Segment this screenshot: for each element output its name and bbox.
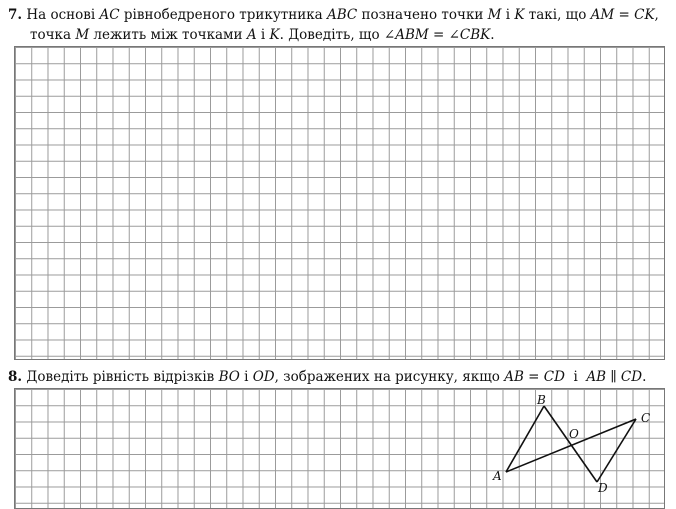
var-m: M bbox=[75, 27, 90, 43]
text-fragment: точка bbox=[30, 27, 76, 43]
var-bo: BO bbox=[218, 369, 240, 385]
label-b: B bbox=[537, 393, 546, 407]
segment-ab bbox=[506, 406, 544, 472]
text-fragment: . Доведіть, що bbox=[279, 27, 384, 43]
text-fragment: і bbox=[501, 7, 515, 23]
label-a: A bbox=[493, 469, 502, 483]
text-fragment: . bbox=[642, 369, 647, 385]
label-d: D bbox=[598, 481, 608, 495]
text-fragment: ∥ bbox=[606, 369, 621, 385]
var-abc: ABC bbox=[327, 7, 358, 23]
text-fragment: такі, що bbox=[524, 7, 591, 23]
answer-grid-problem-7[interactable] bbox=[14, 46, 665, 360]
problem-7-line-1 bbox=[8, 5, 659, 25]
label-c: C bbox=[641, 411, 651, 425]
text-fragment: лежить між точками bbox=[89, 27, 247, 43]
text-fragment: = bbox=[523, 369, 544, 385]
var-cd: CD bbox=[543, 369, 565, 385]
angle-cbk: ∠CBK bbox=[448, 27, 491, 43]
text-fragment: і bbox=[564, 369, 587, 385]
text-fragment: , зображених на рисунку, якщо bbox=[274, 369, 505, 385]
angle-abm: ∠ABM bbox=[383, 27, 429, 43]
text-fragment: = bbox=[614, 7, 635, 23]
segment-dc bbox=[597, 419, 636, 482]
var-ac: AC bbox=[99, 7, 120, 23]
text-fragment: = bbox=[428, 27, 449, 43]
problem-7-text bbox=[8, 5, 659, 45]
text-fragment: і bbox=[239, 369, 253, 385]
text-fragment: . bbox=[490, 27, 495, 43]
segment-bd bbox=[544, 406, 597, 482]
var-m: M bbox=[487, 7, 502, 23]
problem-8-text bbox=[8, 367, 646, 387]
var-ab: AB bbox=[586, 369, 607, 385]
var-ab: AB bbox=[504, 369, 524, 385]
var-cd: CD bbox=[620, 369, 643, 385]
label-o: O bbox=[569, 427, 579, 441]
var-a: A bbox=[246, 27, 257, 43]
text-fragment: рівнобедреного трикутника bbox=[119, 7, 328, 23]
problem-8-number: 8. bbox=[8, 369, 23, 385]
problem-7-number: 7. bbox=[8, 7, 23, 23]
text-fragment: , bbox=[654, 7, 659, 23]
text-fragment: Доведіть рівність відрізків bbox=[22, 369, 219, 385]
problem-7-line-2 bbox=[8, 25, 659, 45]
text-fragment: На основі bbox=[22, 7, 100, 23]
var-ck: CK bbox=[634, 7, 655, 23]
var-am: AM bbox=[590, 7, 615, 23]
geometry-figure bbox=[480, 388, 660, 508]
var-od: OD bbox=[252, 369, 275, 385]
text-fragment: і bbox=[256, 27, 270, 43]
text-fragment: позначено точки bbox=[357, 7, 488, 23]
var-k: K bbox=[514, 7, 525, 23]
var-k: K bbox=[269, 27, 280, 43]
